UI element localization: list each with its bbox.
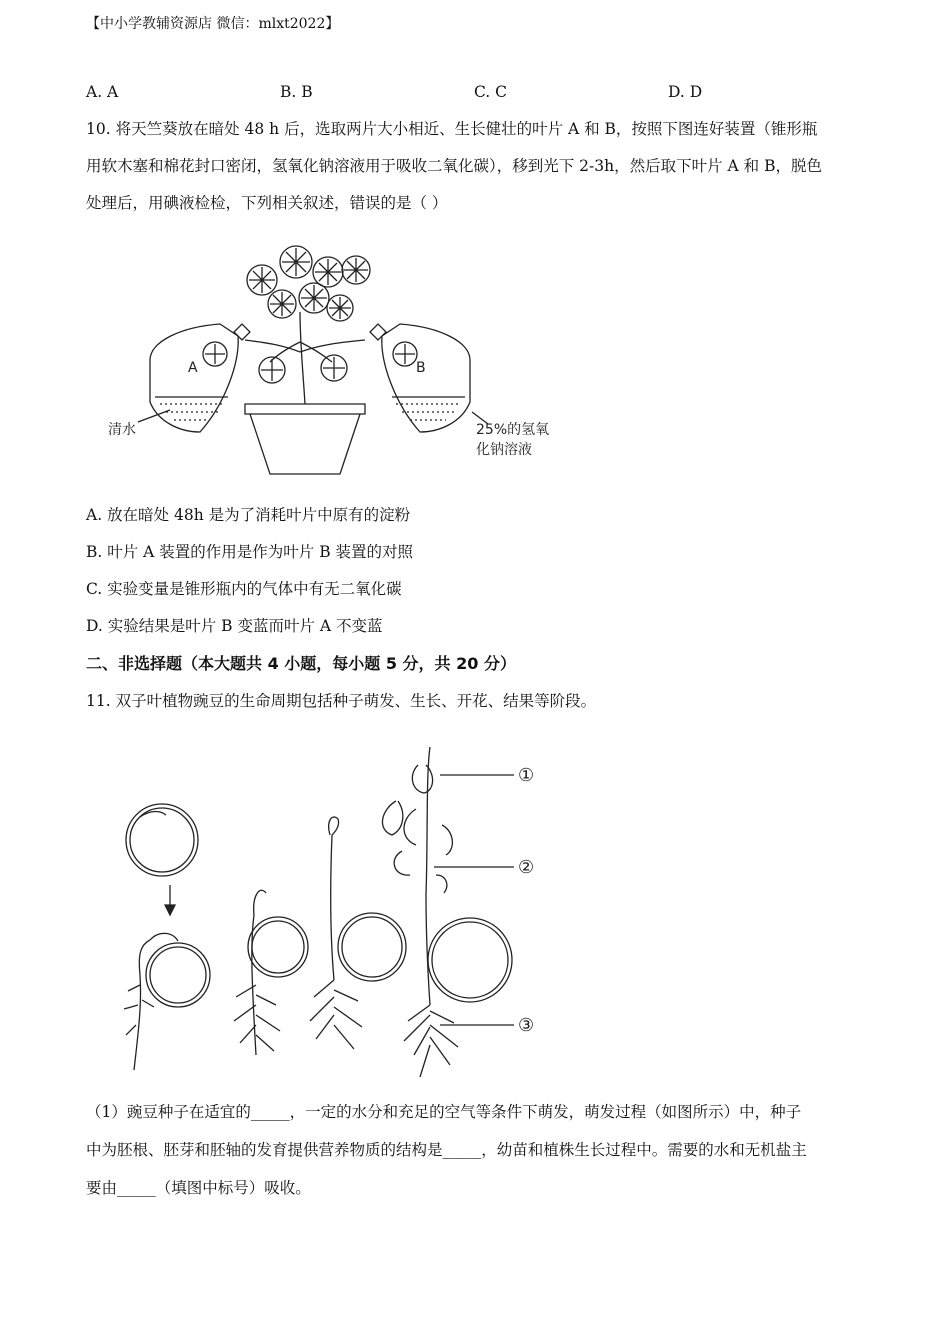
- prev-option-c: C. C: [474, 83, 508, 101]
- q11-sub1-line-3: 要由_____（填图中标号）吸收。: [86, 1179, 311, 1197]
- flask-a: [150, 324, 238, 432]
- q11-sub1-line-2: 中为胚根、胚芽和胚轴的发育提供营养物质的结构是_____，幼苗和植株生长过程中。需要的水和无机盐主: [86, 1141, 807, 1159]
- seed-stage-1: [146, 943, 210, 1007]
- pot-rim: [245, 404, 365, 414]
- section-title: 二、非选择题（本大题共 4 小题，每小题 5 分，共 20 分）: [86, 654, 516, 673]
- q11-sub1-line-1: （1）豌豆种子在适宜的_____，一定的水分和充足的空气等条件下萌发，萌发过程（如图所示）中，种子: [86, 1103, 802, 1121]
- flask-b-cork: [370, 324, 386, 340]
- prev-option-a: A. A: [86, 83, 119, 101]
- q10-option-d: D. 实验结果是叶片 B 变蓝而叶片 A 不变蓝: [86, 617, 383, 635]
- q10-option-a: A. 放在暗处 48h 是为了消耗叶片中原有的淀粉: [86, 506, 411, 524]
- q11-stem: 11. 双子叶植物豌豆的生命周期包括种子萌发、生长、开花、结果等阶段。: [86, 692, 597, 710]
- q10-stem-line-1: 10. 将天竺葵放在暗处 48 h 后，选取两片大小相近、生长健壮的叶片 A 和 B，按照下图连好装置（锥形瓶: [86, 120, 818, 138]
- q10-stem-line-3: 处理后，用碘液检检，下列相关叙述，错误的是（ ）: [86, 194, 448, 212]
- label-mark-2: ②: [518, 857, 535, 878]
- q10-option-c: C. 实验变量是锥形瓶内的气体中有无二氧化碳: [86, 580, 402, 598]
- seed-stage-4: [428, 918, 512, 1002]
- label-leaf-b: B: [416, 360, 426, 376]
- label-leaf-a: A: [188, 360, 198, 376]
- page-header: 【中小学教辅资源店 微信：mlxt2022】: [86, 16, 340, 32]
- flask-b: [382, 324, 470, 432]
- label-mark-1: ①: [518, 765, 535, 786]
- label-mark-3: ③: [518, 1015, 535, 1036]
- pea-shoot-tip: [412, 765, 432, 793]
- q10-option-b: B. 叶片 A 装置的作用是作为叶片 B 装置的对照: [86, 543, 414, 561]
- label-naoh-line2: 化钠溶液: [476, 442, 532, 458]
- pea-stem: [426, 747, 430, 1005]
- seed-stage-2: [248, 917, 308, 977]
- q11-pea-germination-figure: [100, 735, 560, 1085]
- q10-geranium-figure: [100, 232, 580, 477]
- prev-option-b: B. B: [280, 83, 313, 101]
- flask-a-cork: [234, 324, 250, 340]
- label-clear-water: 清水: [108, 422, 136, 438]
- geranium-leaves: [247, 246, 370, 383]
- prev-option-d: D. D: [668, 83, 703, 101]
- seed-stage-3: [338, 913, 406, 981]
- pea-seed: [126, 804, 198, 876]
- label-naoh-line1: 25%的氢氧: [476, 422, 550, 438]
- q10-stem-line-2: 用软木塞和棉花封口密闭，氢氧化钠溶液用于吸收二氧化碳），移到光下 2-3h，然后取下叶片 A 和 B，脱色: [86, 157, 822, 175]
- pot-body: [250, 414, 360, 474]
